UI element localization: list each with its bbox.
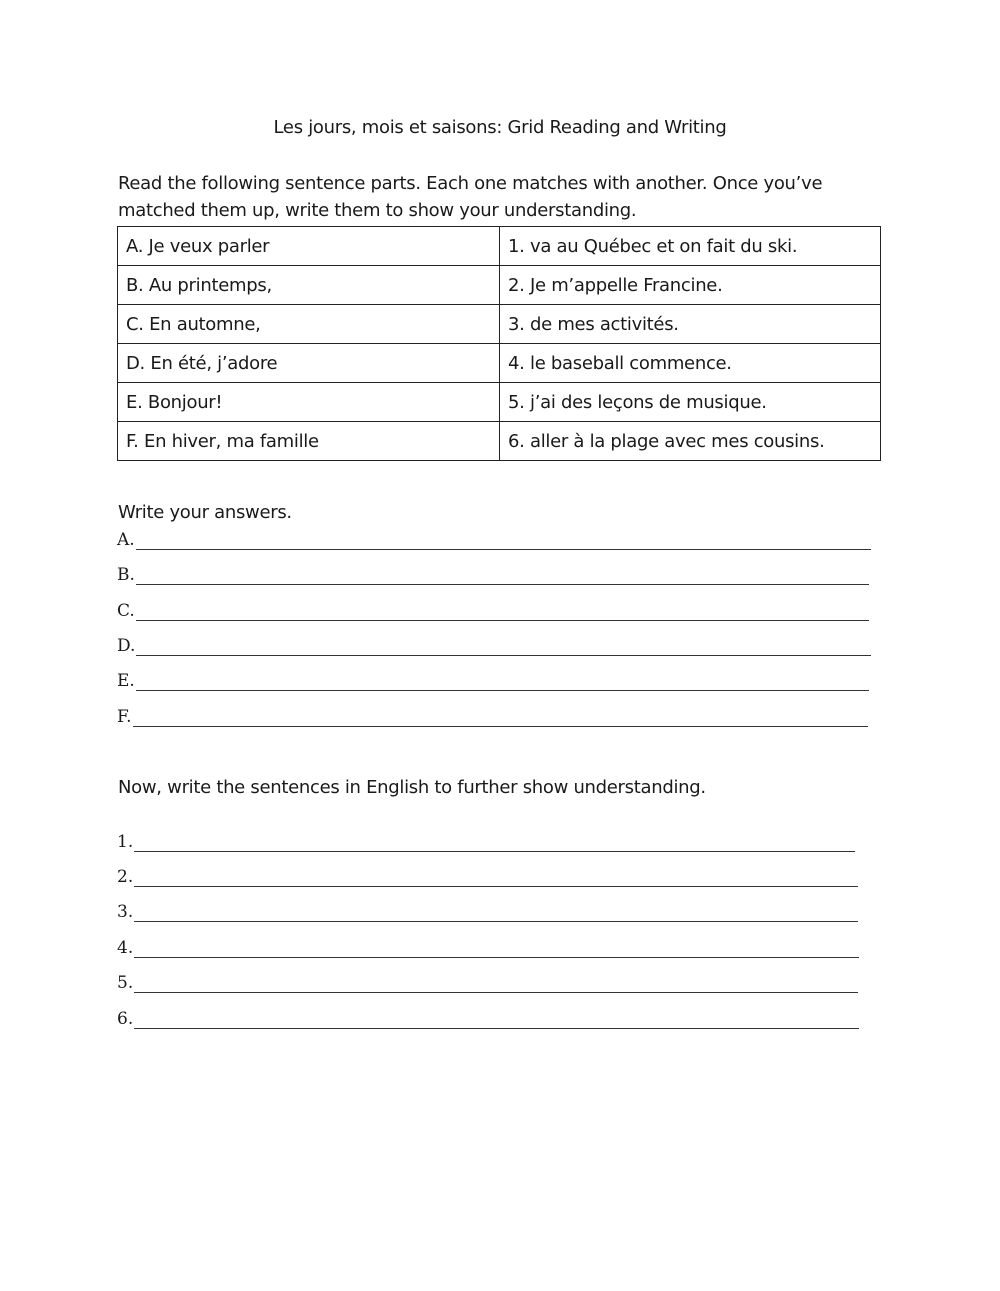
grid-cell-left: A. Je veux parler — [118, 227, 500, 266]
answer-blank[interactable] — [136, 568, 869, 585]
answer-line-f[interactable] — [117, 707, 868, 727]
english-line-label: 4. — [117, 938, 134, 958]
english-line-label: 5. — [117, 973, 134, 993]
answer-line-a[interactable] — [117, 530, 871, 550]
grid-cell-right: 2. Je m’appelle Francine. — [500, 266, 881, 305]
grid-row — [118, 344, 881, 383]
english-blank[interactable] — [134, 905, 858, 922]
english-line-5[interactable] — [117, 973, 858, 993]
answer-line-label: B. — [117, 565, 135, 585]
grid-cell-left: F. En hiver, ma famille — [118, 422, 500, 461]
english-line-3[interactable] — [117, 902, 858, 922]
grid-cell-left: E. Bonjour! — [118, 383, 500, 422]
answer-line-label: E. — [117, 671, 135, 691]
matching-grid — [117, 226, 881, 461]
english-line-6[interactable] — [117, 1009, 859, 1029]
answer-blank[interactable] — [136, 604, 869, 621]
grid-cell-left: C. En automne, — [118, 305, 500, 344]
english-blank[interactable] — [134, 941, 859, 958]
english-line-label: 1. — [117, 832, 134, 852]
grid-row — [118, 227, 881, 266]
grid-cell-right: 6. aller à la plage avec mes cousins. — [500, 422, 881, 461]
answer-blank[interactable] — [136, 639, 871, 656]
grid-cell-right: 5. j’ai des leçons de musique. — [500, 383, 881, 422]
english-blank[interactable] — [134, 835, 855, 852]
grid-row — [118, 383, 881, 422]
answer-blank[interactable] — [136, 674, 869, 691]
english-blank[interactable] — [134, 870, 858, 887]
grid-cell-left: D. En été, j’adore — [118, 344, 500, 383]
english-line-2[interactable] — [117, 867, 858, 887]
english-blank[interactable] — [134, 1012, 859, 1029]
instructions-text: Read the following sentence parts. Each one matches with another. Once you’ve matched them up, write them to show your understanding. — [118, 173, 823, 221]
grid-cell-right: 3. de mes activités. — [500, 305, 881, 344]
answer-line-c[interactable] — [117, 601, 869, 621]
grid-cell-right: 1. va au Québec et on fait du ski. — [500, 227, 881, 266]
page-title: Les jours, mois et saisons: Grid Reading and Writing — [273, 117, 727, 138]
answers-label: Write your answers. — [118, 502, 292, 523]
grid-row — [118, 305, 881, 344]
answer-line-label: A. — [117, 530, 135, 550]
english-line-label: 2. — [117, 867, 134, 887]
english-label: Now, write the sentences in English to further show understanding. — [118, 777, 706, 798]
english-line-label: 3. — [117, 902, 134, 922]
answer-line-b[interactable] — [117, 565, 869, 585]
answer-line-label: D. — [117, 636, 136, 656]
answer-blank[interactable] — [133, 710, 868, 727]
english-line-1[interactable] — [117, 832, 855, 852]
answer-line-d[interactable] — [117, 636, 871, 656]
grid-row — [118, 266, 881, 305]
answer-blank[interactable] — [136, 533, 871, 550]
grid-row — [118, 422, 881, 461]
english-line-4[interactable] — [117, 938, 859, 958]
english-blank[interactable] — [134, 976, 858, 993]
english-line-label: 6. — [117, 1009, 134, 1029]
answer-line-label: F. — [117, 707, 132, 727]
grid-cell-right: 4. le baseball commence. — [500, 344, 881, 383]
grid-cell-left: B. Au printemps, — [118, 266, 500, 305]
answer-line-e[interactable] — [117, 671, 869, 691]
answer-line-label: C. — [117, 601, 135, 621]
